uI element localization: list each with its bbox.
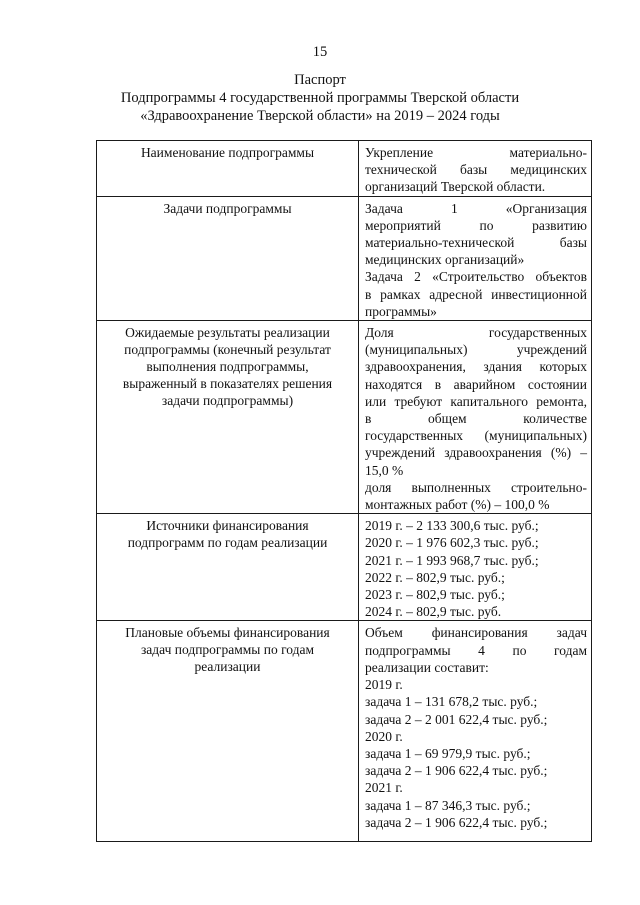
document-subtitle-period: «Здравоохранение Тверской области» на 2019 – 2024 годы — [140, 108, 500, 124]
value-line: монтажных работ (%) – 100,0 % — [365, 497, 550, 513]
value-line: Задача 1 «Организация — [365, 200, 587, 216]
value-line: находятся в аварийном состоянии — [365, 376, 587, 392]
value-line: государственных (муниципальных) — [365, 428, 587, 444]
value-line: здравоохранения, здания которых — [365, 359, 587, 375]
value-line: медицинских организаций» — [365, 252, 525, 268]
row-label — [97, 196, 359, 320]
value-line: 2024 г. – 802,9 тыс. руб. — [365, 604, 502, 620]
value-line: 2023 г. – 802,9 тыс. руб.; — [365, 587, 505, 603]
value-line: 2020 г. — [365, 728, 403, 744]
table-row — [97, 196, 592, 320]
label-line: Ожидаемые результаты реализации — [125, 325, 330, 341]
table-row — [97, 321, 592, 514]
value-line: задача 2 – 1 906 622,4 тыс. руб.; — [365, 763, 548, 779]
label-line: реализации — [194, 659, 261, 675]
label-line: выраженный в показателях решения — [122, 376, 333, 392]
value-line: 2020 г. – 1 976 602,3 тыс. руб.; — [365, 535, 539, 551]
value-line: в рамках адресной инвестиционной — [365, 286, 587, 302]
row-label — [97, 321, 359, 514]
label-line: Плановые объемы финансирования — [125, 625, 330, 641]
value-line: доля выполненных строительно- — [365, 479, 587, 495]
value-line: 2021 г. — [365, 780, 403, 796]
page-number: 15 — [312, 44, 328, 60]
row-value — [359, 321, 592, 514]
label-line: выполнения подпрограммы, — [146, 359, 309, 375]
document-subtitle: Подпрограммы 4 государственной программы Тверской области — [120, 90, 520, 106]
label-line: задачи подпрограммы) — [161, 393, 294, 409]
value-line: задача 1 – 69 979,9 тыс. руб.; — [365, 745, 531, 761]
document-title: Паспорт — [294, 72, 346, 88]
value-line: 2022 г. – 802,9 тыс. руб.; — [365, 569, 505, 585]
value-line: 2021 г. – 1 993 968,7 тыс. руб.; — [365, 552, 539, 568]
value-line: материально-технической базы — [365, 235, 587, 251]
row-value — [359, 141, 592, 197]
value-line: 15,0 % — [365, 462, 404, 478]
label-line: задач подпрограммы по годам — [140, 642, 315, 658]
value-line: задача 2 – 2 001 622,4 тыс. руб.; — [365, 711, 548, 727]
label-line: подпрограмм по годам реализации — [127, 535, 328, 551]
value-line: технической базы медицинских — [365, 162, 587, 178]
value-line: реализации составит: — [365, 659, 489, 675]
value-line: Доля государственных — [365, 325, 587, 341]
value-line: 2019 г. – 2 133 300,6 тыс. руб.; — [365, 518, 539, 534]
value-line: Задача 2 «Строительство объектов — [365, 269, 587, 285]
value-line: организаций Тверской области. — [365, 179, 546, 195]
row-value — [359, 514, 592, 621]
passport-table — [96, 140, 592, 842]
value-line: задача 1 – 87 346,3 тыс. руб.; — [365, 797, 531, 813]
value-line: учреждений здравоохранения (%) – — [365, 445, 587, 461]
value-line: задача 2 – 1 906 622,4 тыс. руб.; — [365, 814, 548, 830]
value-line: Объем финансирования задач — [365, 625, 587, 641]
table-row — [97, 621, 592, 842]
value-line: подпрограммы 4 по годам — [365, 642, 587, 658]
value-line: задача 1 – 131 678,2 тыс. руб.; — [365, 694, 538, 710]
label-line: Наименование подпрограммы — [140, 145, 315, 160]
value-line: 2019 г. — [365, 677, 403, 693]
row-value — [359, 621, 592, 842]
row-value — [359, 196, 592, 320]
row-label — [97, 621, 359, 842]
value-line: в общем количестве — [365, 411, 587, 427]
table-row — [97, 141, 592, 197]
value-line: программы» — [365, 303, 437, 319]
label-line: подпрограммы (конечный результат — [124, 342, 331, 358]
label-line: Источники финансирования — [146, 518, 309, 534]
value-line: (муниципальных) учреждений — [365, 342, 587, 358]
value-line: или требуют капитального ремонта, — [365, 393, 587, 409]
value-line: мероприятий по развитию — [365, 217, 587, 233]
row-label — [97, 514, 359, 621]
value-line: Укрепление материально- — [365, 145, 587, 160]
table-row — [97, 514, 592, 621]
label-line: Задачи подпрограммы — [163, 200, 292, 216]
row-label — [97, 141, 359, 197]
